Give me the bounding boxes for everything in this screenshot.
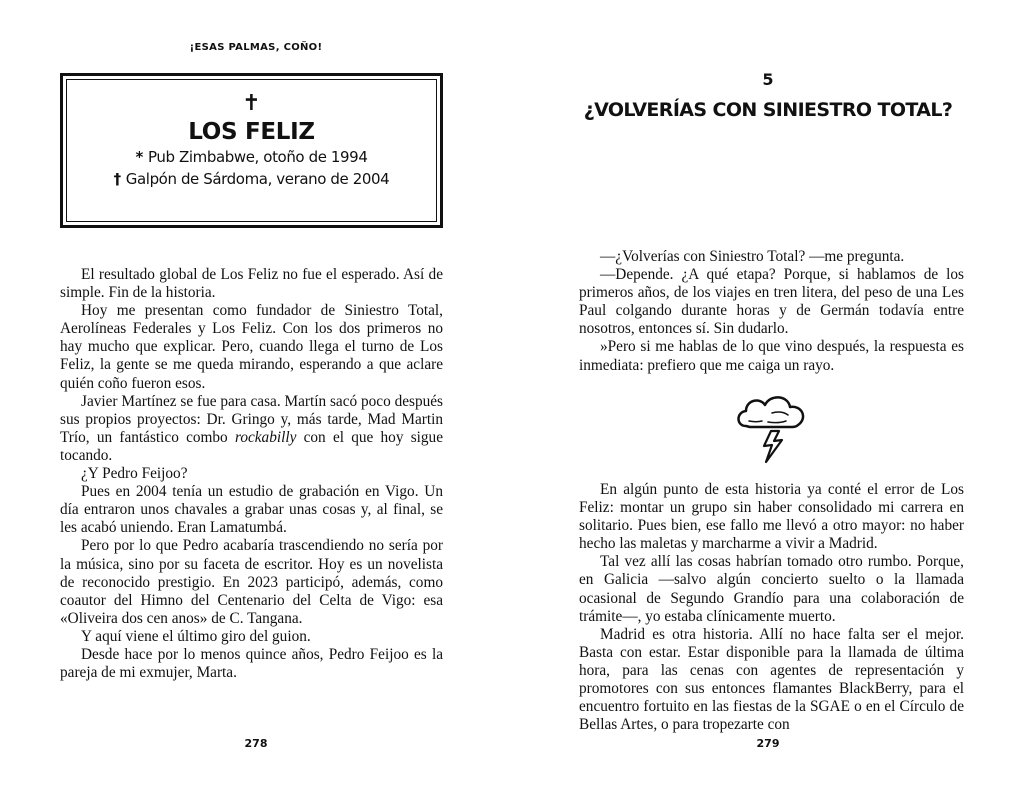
died-text: Galpón de Sárdoma, verano de 2004 <box>125 170 390 188</box>
page-number: 279 <box>756 737 780 750</box>
paragraph: —Depende. ¿A qué etapa? Porque, si hablamos de los primeros años, de los viajes en tren litera, del peso de una Les Paul colgando durante horas y de Germán todavía entre nosotros, entonces sí. Sin dudarlo. <box>579 266 964 338</box>
paragraph: Pero por lo que Pedro acabaría trascendiendo no sería por la música, sino por su faceta de escritor. Hoy es un novelista de reconocido prestigio. En 2023 participó, además, como coautor del Himno del Centenario del Celta de Vigo: esa «Oliveira dos cen anos» de C. Tangana. <box>60 537 443 627</box>
page-number: 278 <box>244 737 268 750</box>
paragraph: —¿Volverías con Siniestro Total? —me pregunta. <box>600 248 905 265</box>
epitaph-box <box>60 73 443 228</box>
chapter-title: ¿VOLVERÍAS CON SINIESTRO TOTAL? <box>583 99 953 121</box>
paragraph: Desde hace por lo menos quince años, Pedro Feijoo es la pareja de mi exmujer, Marta. <box>60 645 443 682</box>
paragraph: Y aquí viene el último giro del guion. <box>81 627 311 645</box>
born-text: Pub Zimbabwe, otoño de 1994 <box>147 148 368 166</box>
born-line <box>67 146 436 168</box>
paragraph: Hoy me presentan como fundador de Siniestro Total, Aerolíneas Federales y Los Feliz. Con los dos primeros no hay mucho que explicar. Pero, cuando llega el turno de Los Feliz, la gente se me queda mirando, esperando a que aclare quién coño fueron esos. <box>60 302 443 392</box>
paragraph-text: con el que hoy sigue tocando. <box>60 428 443 464</box>
paragraph: Madrid es otra historia. Allí no hace falta ser el mejor. Basta con estar. Estar disponible para la llamada de última hora, para las cenas con agentes de representación y promotores con sus entonces flamantes BlackBerry, para el encuentro fortuito en las fiestas de la SGAE o en el Círculo de Bellas Artes, o para tropezarte con <box>579 625 964 734</box>
right-page <box>512 0 1024 785</box>
died-line <box>67 168 436 190</box>
right-body-section-1 <box>579 248 964 375</box>
paragraph <box>60 393 443 465</box>
storm-cloud-lightning-icon <box>732 388 812 468</box>
left-body-text <box>60 266 443 682</box>
paragraph: Pues en 2004 tenía un estudio de grabación en Vigo. Un día entraron unos chavales a grabar unas cosas y, al final, se les acabó uniendo. Eran Lamatumbá. <box>60 483 443 537</box>
paragraph: »Pero si me hablas de lo que vino después, la respuesta es inmediata: prefiero que me caiga un rayo. <box>579 338 964 374</box>
cross-icon: ✝ <box>242 91 261 116</box>
paragraph: Tal vez allí las cosas habrían tomado otro rumbo. Porque, en Galicia —salvo algún concierto suelto o la llamada ocasional de Segundo Grandío para una colaboración de trámite—, yo estaba clínicamente muerto. <box>579 553 964 625</box>
paragraph: El resultado global de Los Feliz no fue el esperado. Así de simple. Fin de la historia. <box>60 266 443 302</box>
band-name: LOS FELIZ <box>188 119 315 145</box>
paragraph-text: Javier Martínez se fue para casa. Martín sacó poco después sus propios proyectos: Dr. Gringo y, más tarde, Mad Martin Trío, un fantástico combo <box>60 392 443 446</box>
chapter-number: 5 <box>762 70 774 89</box>
italic-term: rockabilly <box>234 428 297 446</box>
paragraph: ¿Y Pedro Feijoo? <box>81 465 188 483</box>
died-dagger-icon: † <box>113 170 121 188</box>
epitaph-inner-frame <box>66 79 437 222</box>
born-star-icon: * <box>135 148 143 166</box>
running-head: ¡ESAS PALMAS, COÑO! <box>189 42 323 53</box>
right-body-section-2 <box>579 481 964 734</box>
paragraph: En algún punto de esta historia ya conté el error de Los Feliz: montar un grupo sin haber consolidado mi carrera en solitario. Pues bien, ese fallo me llevó a otro mayor: no haber hecho las maletas y marcharme a vivir a Madrid. <box>579 481 964 553</box>
